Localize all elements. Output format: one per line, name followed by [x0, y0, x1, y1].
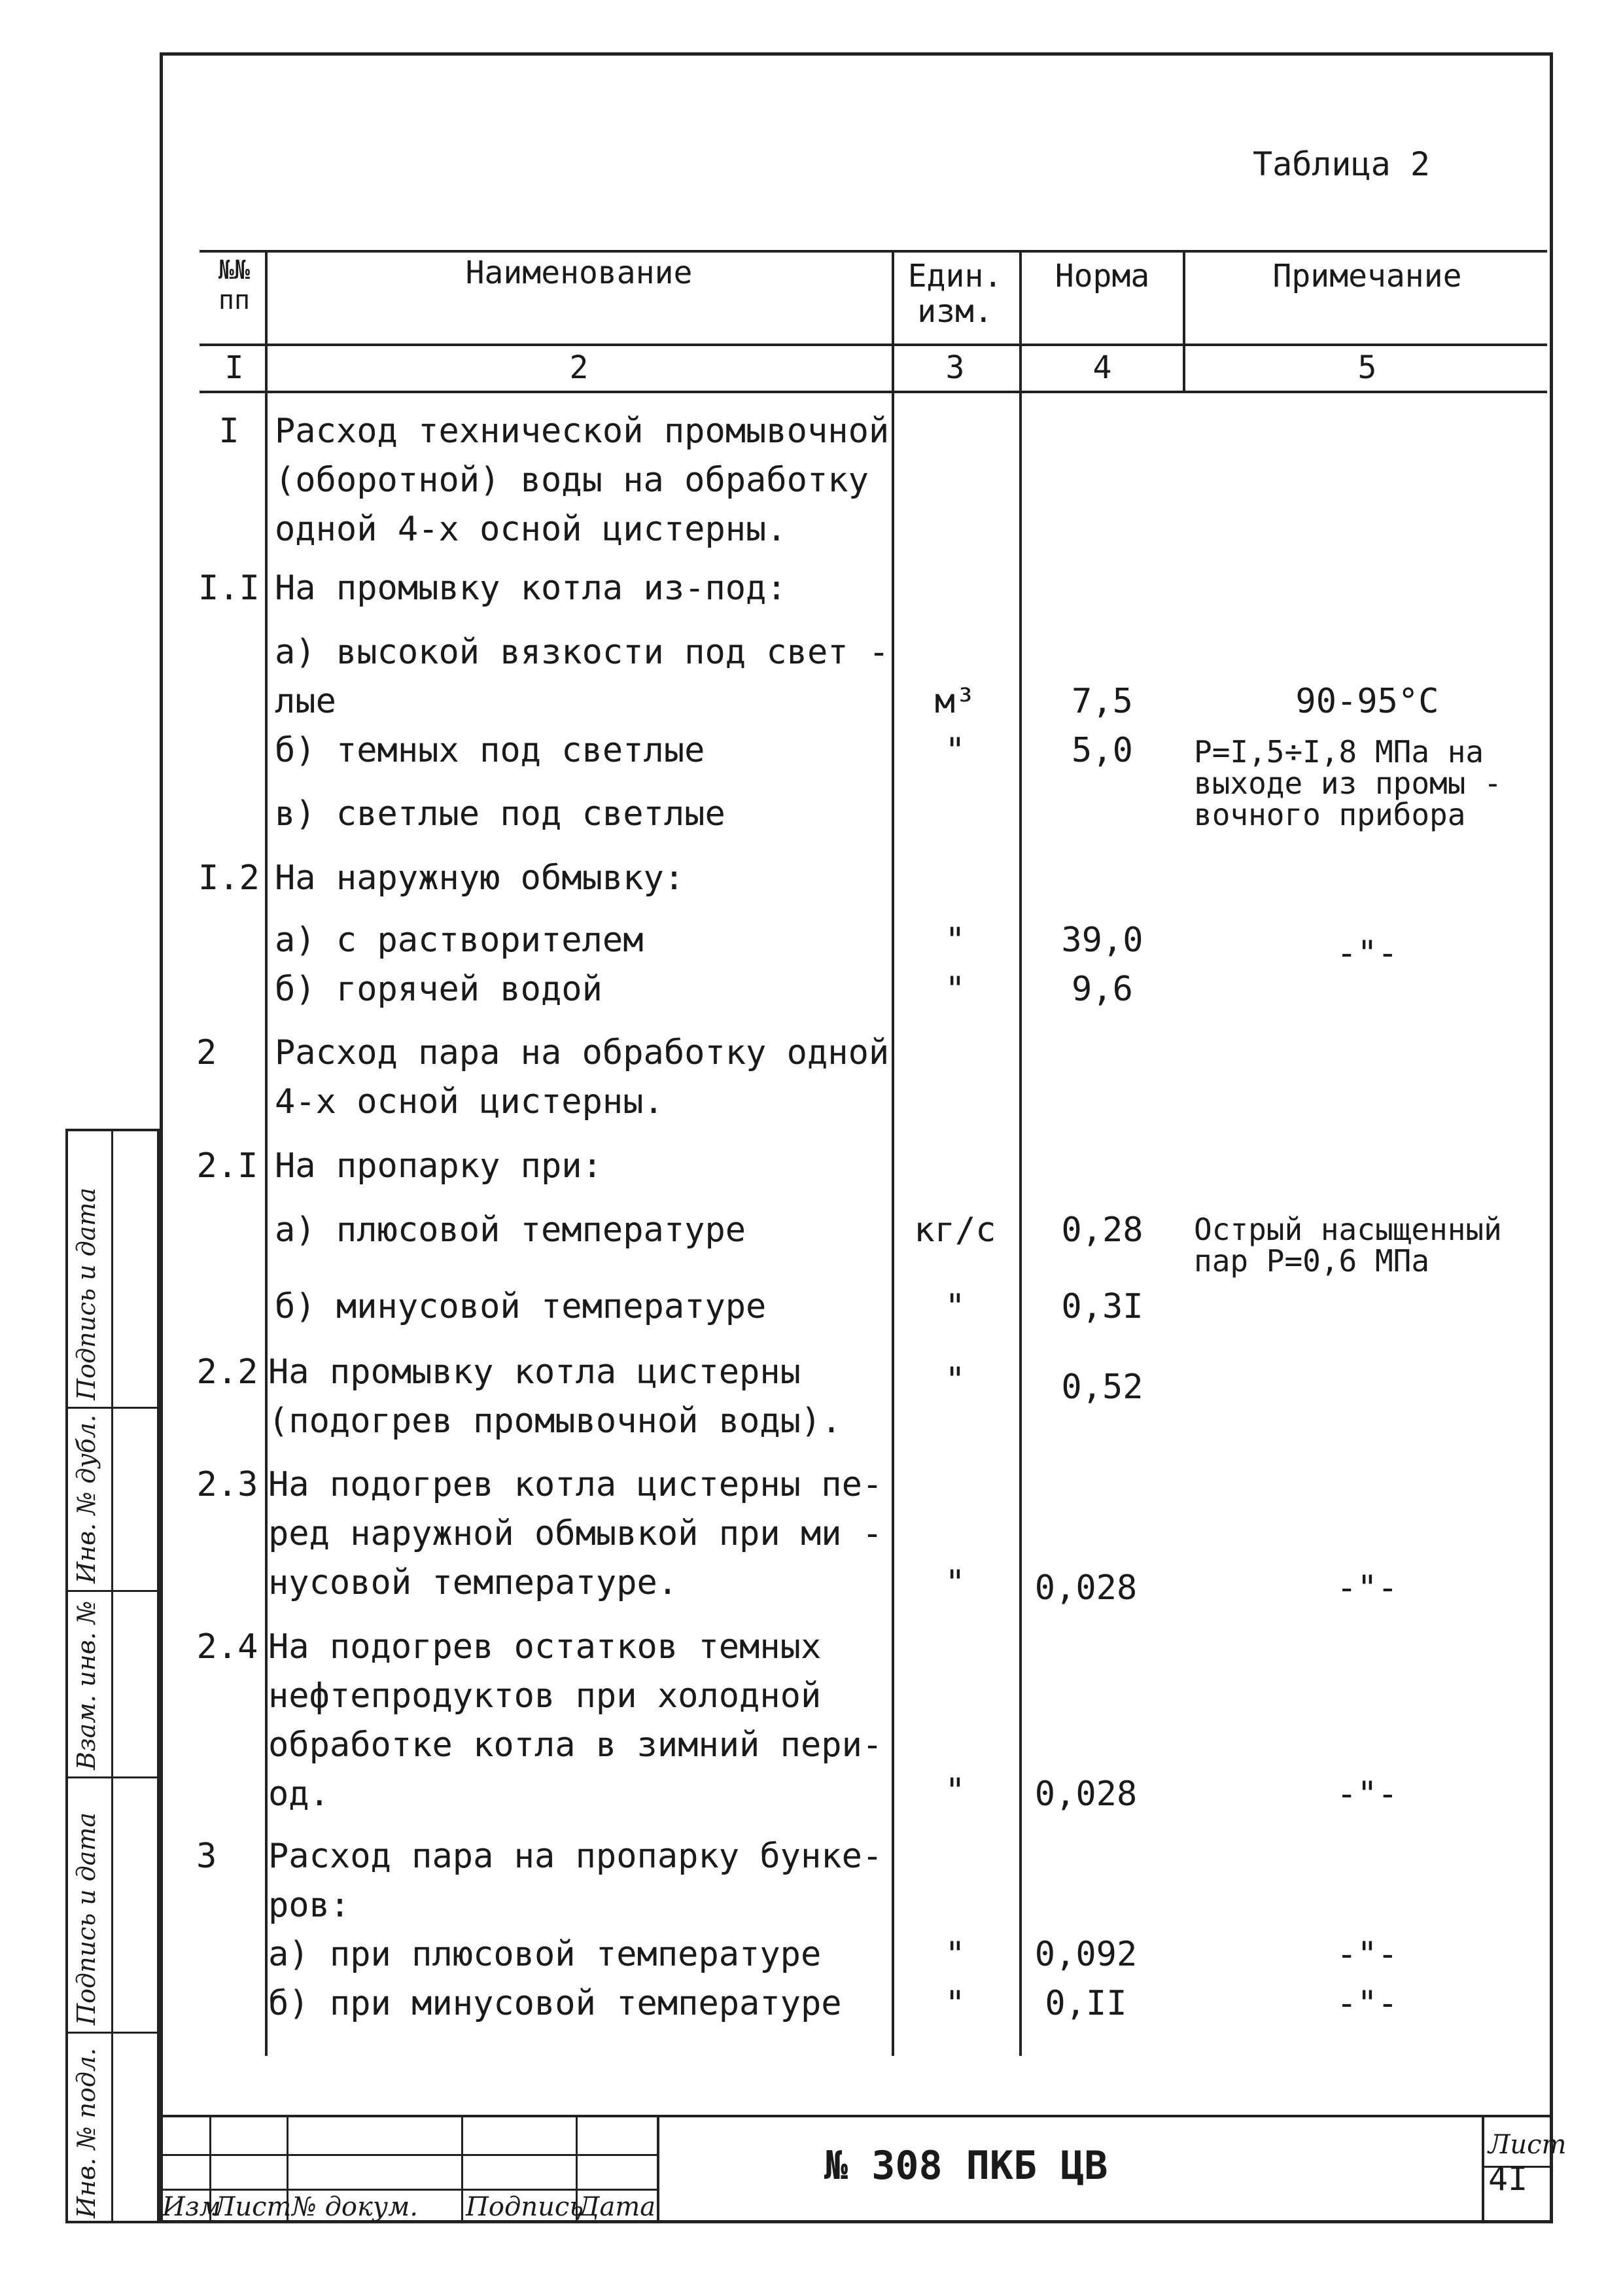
row-unit: ": [945, 1984, 966, 2023]
row-name: 4-х осной цистерны.: [275, 1082, 664, 1122]
stamp-top-rule: [160, 2115, 1553, 2117]
table-top-rule: [200, 250, 1547, 253]
row-name: б) при минусовой температуре: [268, 1984, 842, 2023]
row-norm: 0,II: [1045, 1984, 1127, 2023]
row-name: Расход пара на пропарку бунке-: [268, 1837, 883, 1876]
row-name: лые: [275, 682, 336, 721]
stamp-izm: Изм: [162, 2192, 221, 2222]
row-name: одной 4-х осной цистерны.: [275, 510, 787, 549]
stamp-mid-rule: [160, 2154, 657, 2156]
row-name: На промывку котла цистерны: [268, 1352, 801, 1392]
sheet-number: 4I: [1488, 2160, 1528, 2198]
row-unit: ": [945, 921, 966, 960]
row-note: -"-: [1336, 1984, 1398, 2023]
side-rule-1: [65, 1407, 160, 1409]
note-pressure-line-2: выходе из промы -: [1194, 766, 1502, 801]
row-unit: ": [945, 1287, 966, 1326]
row-num: I.2: [198, 858, 260, 898]
header-norm: Норма: [1055, 258, 1150, 294]
row-norm: 9,6: [1072, 970, 1133, 1009]
row-num: 3: [196, 1837, 217, 1876]
row-name: б) минусовой температуре: [275, 1287, 767, 1326]
row-name: На пропарку при:: [275, 1146, 602, 1186]
row-num: 2: [196, 1033, 217, 1072]
header-name: Наименование: [465, 255, 693, 291]
colnum-1: I: [224, 349, 244, 386]
row-note: 90-95°C: [1295, 682, 1439, 721]
side-label-inv-podl: Инв. № подл.: [72, 2047, 101, 2218]
colnum-3: 3: [945, 349, 965, 386]
row-name: б) горячей водой: [275, 970, 602, 1009]
row-name: На подогрев котла цистерны пе-: [268, 1465, 883, 1504]
row-unit: кг/с: [914, 1210, 996, 1250]
row-note: -"-: [1336, 1935, 1398, 1974]
row-name: (оборотной) воды на обработку: [275, 461, 869, 500]
stamp-sign: Подпись: [466, 2192, 584, 2222]
row-name: од.: [268, 1775, 330, 1814]
row-unit: ": [945, 970, 966, 1009]
col-divider-4: [1183, 250, 1185, 391]
side-rule-2: [65, 1590, 160, 1592]
header-unit: Един. изм.: [907, 258, 1003, 330]
row-num: 2.4: [196, 1627, 258, 1667]
table-caption: Таблица 2: [1253, 145, 1430, 183]
row-norm: 0,028: [1034, 1775, 1138, 1814]
row-note: -"-: [1336, 1568, 1398, 1608]
row-num: I.I: [198, 569, 260, 608]
stamp-list: Лист: [213, 2192, 292, 2222]
row-name: На наружную обмывку:: [275, 858, 685, 898]
note-steam-line-2: пар P=0,6 МПа: [1194, 1243, 1430, 1279]
row-name: На подогрев остатков темных: [268, 1627, 822, 1667]
colnum-4: 4: [1092, 349, 1112, 386]
row-num: I: [218, 412, 239, 451]
note-pressure-line-1: P=I,5÷I,8 МПа на: [1194, 734, 1484, 769]
row-unit: ": [945, 1771, 966, 1810]
row-name: нусовой температуре.: [268, 1563, 678, 1602]
row-num: 2.I: [196, 1146, 258, 1186]
row-norm: 0,3I: [1061, 1287, 1143, 1326]
stamp-col-6: [1482, 2115, 1484, 2223]
side-label-vzam: Взам. инв. №: [72, 1600, 101, 1770]
side-label-sign-2: Подпись и дата: [72, 1187, 101, 1400]
row-name: а) с растворителем: [275, 921, 644, 960]
row-norm: 0,028: [1034, 1568, 1138, 1608]
colnum-2: 2: [569, 349, 589, 386]
row-num: 2.2: [196, 1352, 258, 1392]
row-norm: 0,28: [1061, 1210, 1143, 1250]
row-norm: 39,0: [1061, 921, 1143, 960]
row-name: а) при плюсовой температуре: [268, 1935, 822, 1974]
row-name: а) плюсовой температуре: [275, 1210, 746, 1250]
row-norm: 0,092: [1034, 1935, 1138, 1974]
row-note: -"-: [1336, 934, 1398, 973]
side-strip-divider: [111, 1129, 113, 2223]
row-unit: ": [945, 1935, 966, 1974]
stamp-date: Дата: [578, 2192, 656, 2222]
row-name: в) светлые под светлые: [275, 794, 725, 834]
stamp-doc: № докум.: [292, 2192, 418, 2222]
row-name: ров:: [268, 1886, 351, 1925]
row-note: -"-: [1336, 1775, 1398, 1814]
stamp-col-5: [657, 2115, 659, 2223]
side-rule-4: [65, 2032, 160, 2034]
note-pressure-line-3: вочного прибора: [1194, 797, 1466, 832]
col-divider-2: [892, 250, 894, 2056]
header-note: Примечание: [1272, 258, 1462, 294]
colnum-5: 5: [1357, 349, 1377, 386]
row-unit: ": [945, 1563, 966, 1602]
note-steam-line-1: Острый насыщенный: [1194, 1212, 1502, 1247]
row-name: обработке котла в зимний пери-: [268, 1725, 883, 1765]
stamp-col-3: [461, 2115, 463, 2223]
document-number: № 308 ПКБ ЦВ: [824, 2143, 1108, 2189]
row-name: Расход технической промывочной: [275, 412, 890, 451]
row-unit: м³: [934, 682, 976, 721]
col-divider-1: [265, 250, 268, 2056]
row-name: б) темных под светлые: [275, 731, 705, 770]
column-number-rule: [200, 391, 1547, 393]
row-num: 2.3: [196, 1465, 258, 1504]
row-name: На промывку котла из-под:: [275, 569, 787, 608]
row-name: Расход пара на обработку одной: [275, 1033, 890, 1072]
row-norm: 5,0: [1072, 731, 1133, 770]
side-rule-3: [65, 1776, 160, 1778]
sheet-label: Лист: [1488, 2130, 1567, 2160]
row-name: а) высокой вязкости под свет -: [275, 633, 890, 672]
stamp-mid-rule-2: [160, 2189, 657, 2191]
row-name: (подогрев промывочной воды).: [268, 1402, 842, 1441]
row-norm: 0,52: [1061, 1368, 1143, 1407]
side-label-sign-1: Подпись и дата: [72, 1812, 101, 2025]
row-name: ред наружной обмывкой при ми -: [268, 1514, 883, 1553]
header-rule: [200, 344, 1547, 346]
side-label-inv-dubl: Инв. № дубл.: [72, 1414, 101, 1583]
header-num: №№ пп: [218, 255, 251, 315]
row-norm: 7,5: [1072, 682, 1133, 721]
row-unit: ": [945, 1360, 966, 1400]
row-name: нефтепродуктов при холодной: [268, 1676, 822, 1716]
row-unit: ": [945, 731, 966, 770]
